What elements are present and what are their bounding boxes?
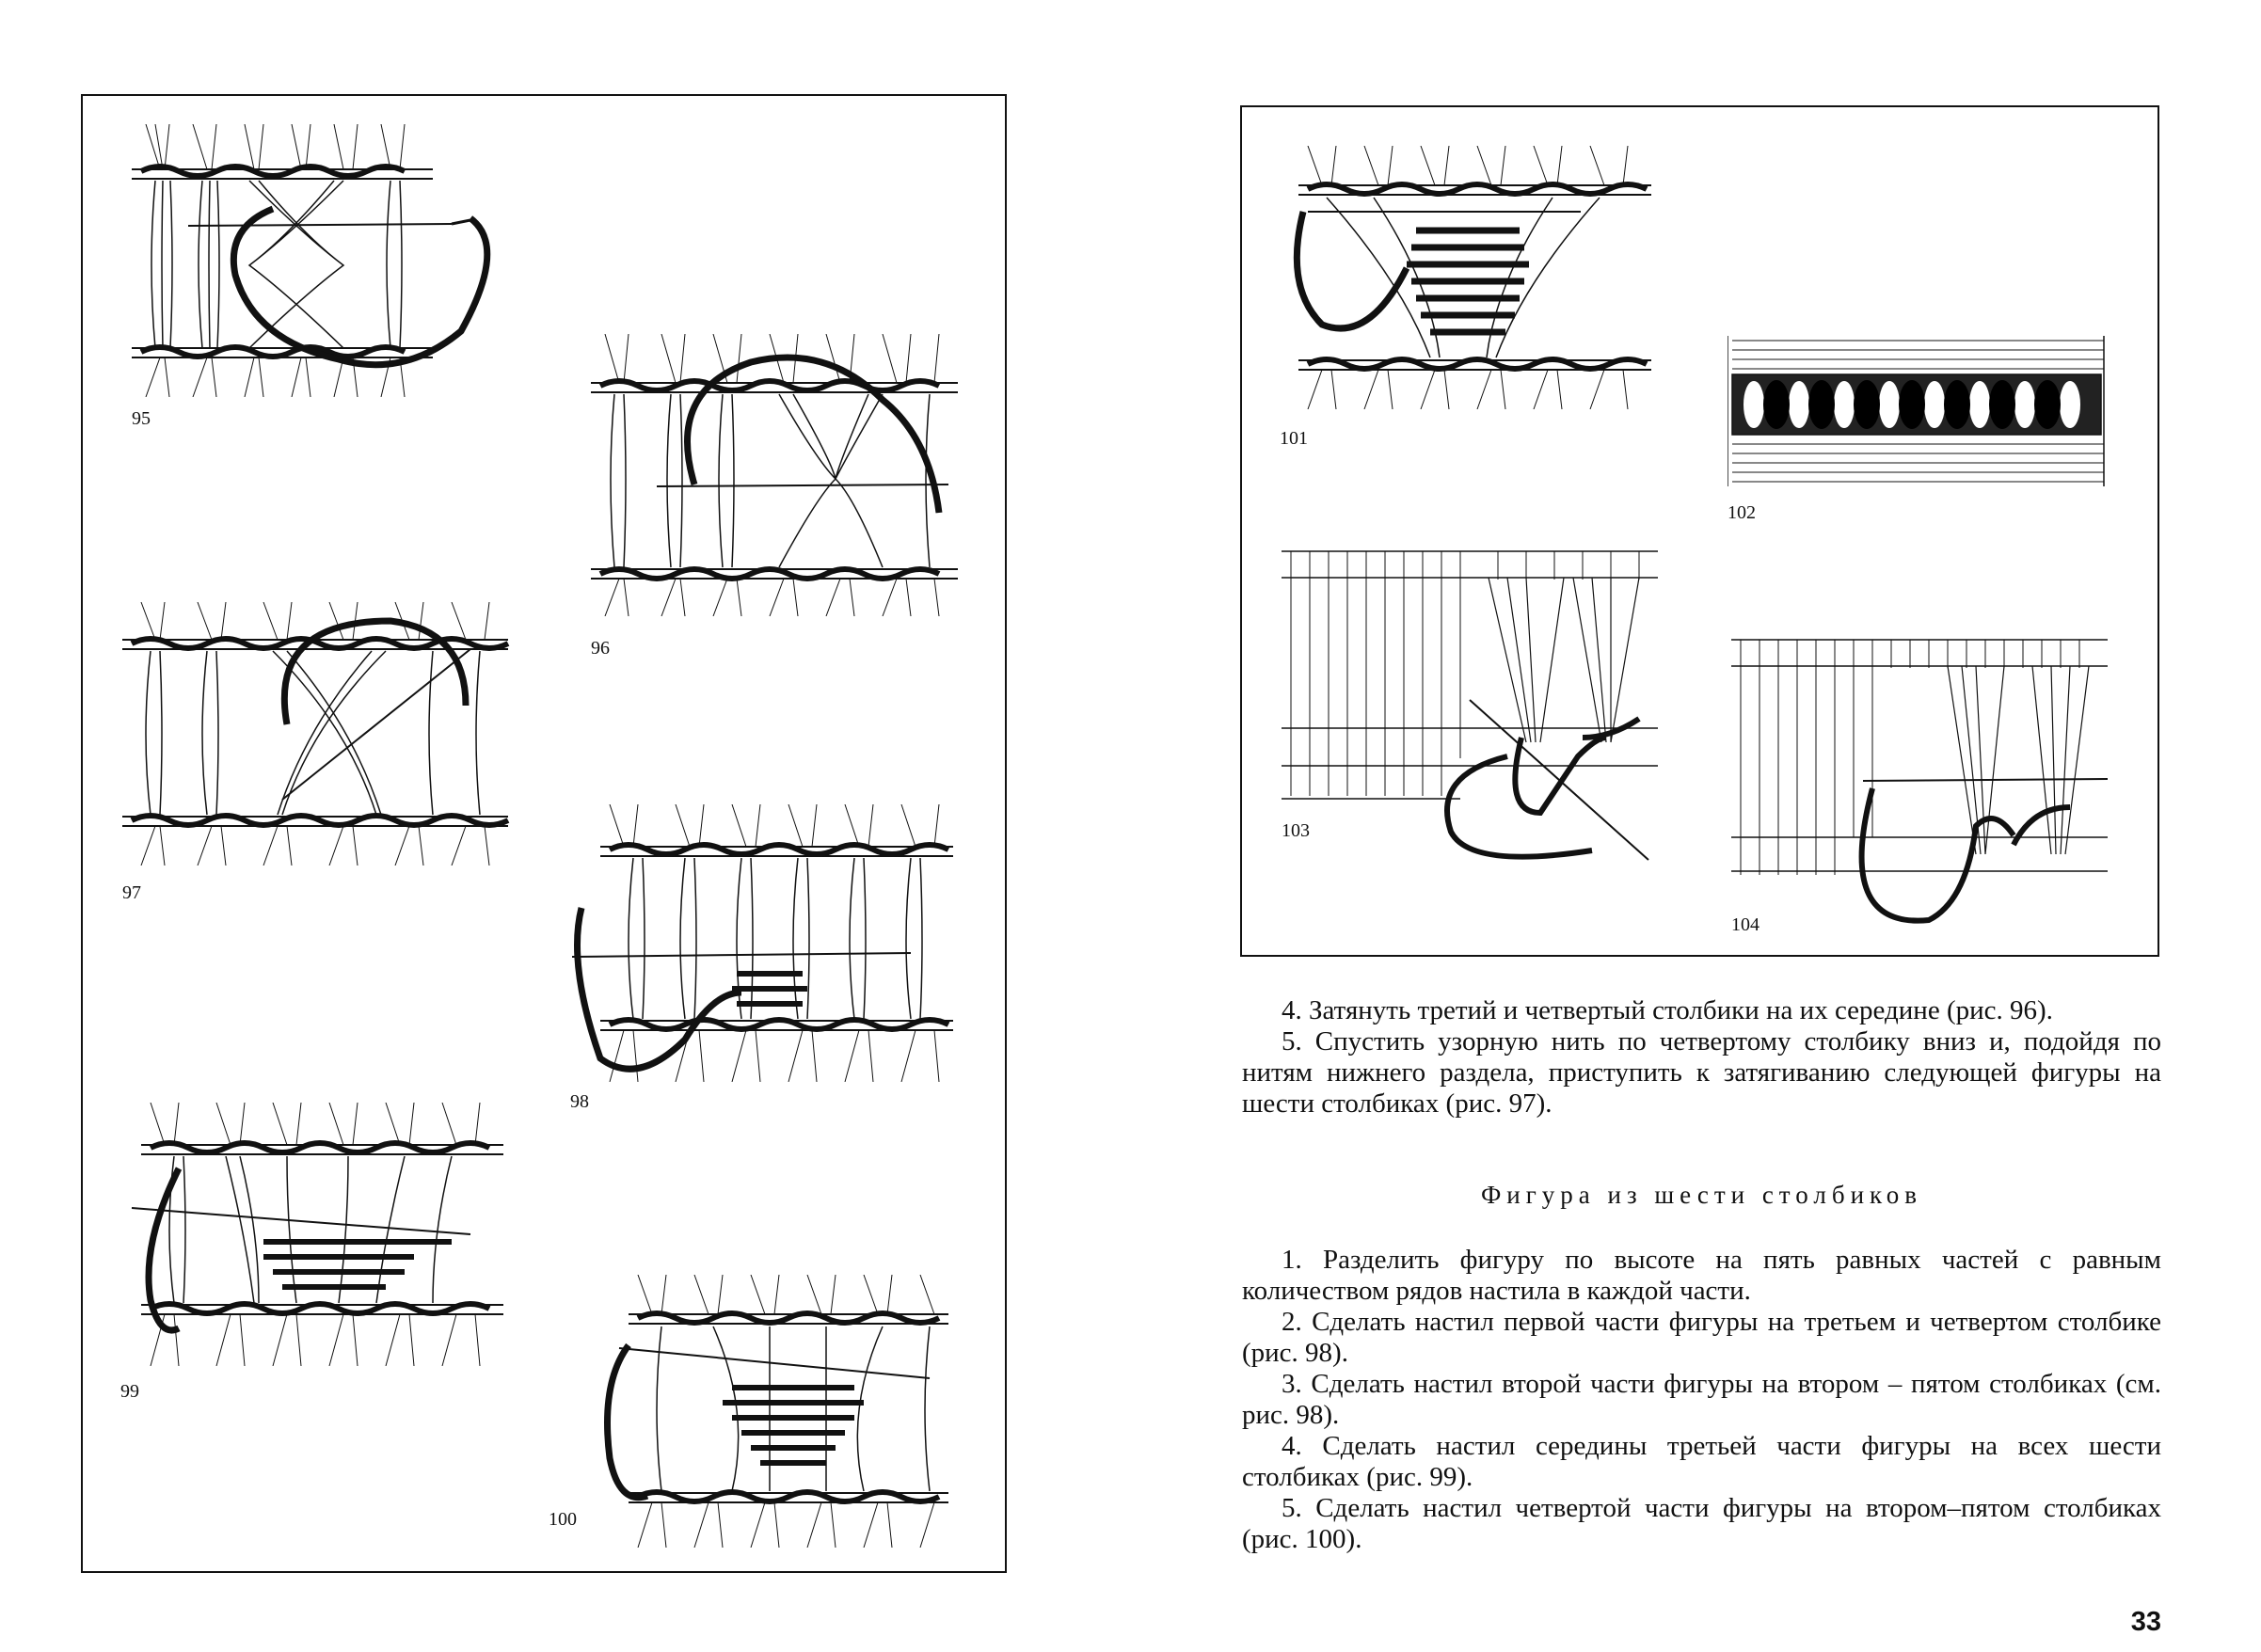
figure-98-label: 98	[570, 1091, 589, 1112]
figure-96-drawing	[591, 334, 967, 616]
figure-96	[591, 334, 967, 616]
paragraph: 5. Сделать настил четвертой части фигуры на втором–пятом столбиках (рис. 100).	[1242, 1493, 2161, 1554]
figure-100-label: 100	[549, 1509, 577, 1530]
figure-99-label: 99	[120, 1381, 139, 1402]
figure-101	[1270, 146, 1656, 409]
paragraph: 4. Затянуть третий и четвертый столбики на их середине (рис. 96).	[1282, 995, 2053, 1025]
figure-99-drawing	[122, 1103, 508, 1366]
figure-96-label: 96	[591, 638, 610, 659]
page-number: 33	[2130, 1607, 2161, 1637]
figure-101-drawing	[1270, 146, 1656, 409]
body-text	[1242, 995, 2161, 1555]
figure-98-drawing	[572, 804, 958, 1082]
figure-103-label: 103	[1282, 820, 1310, 841]
figure-104-label: 104	[1731, 914, 1759, 935]
figure-100	[591, 1275, 953, 1548]
paragraph: 4. Сделать настил середины третьей части фигуры на всех шести столбиках (рис. 99).	[1242, 1431, 2161, 1492]
section-title: Фигура из шести столбиков	[1480, 1181, 1923, 1209]
figure-102-label: 102	[1728, 502, 1756, 523]
figure-97-drawing	[122, 602, 513, 866]
paragraph: 1. Разделить фигуру по высоте на пять равных частей с равным количеством рядов настила в каждой части.	[1242, 1245, 2161, 1306]
book-gutter	[1101, 0, 1167, 1652]
figure-98	[572, 804, 958, 1082]
figure-95-label: 95	[132, 408, 151, 429]
figure-104	[1731, 638, 2110, 929]
figure-95-drawing	[132, 124, 527, 397]
figure-102-drawing	[1728, 331, 2106, 491]
figure-95	[132, 124, 527, 397]
figure-99	[122, 1103, 508, 1366]
paragraph: 3. Сделать настил второй части фигуры на втором – пятом столбиках (см. рис. 98).	[1242, 1369, 2161, 1430]
figure-104-drawing	[1731, 638, 2110, 929]
figure-100-drawing	[591, 1275, 953, 1548]
figure-102	[1728, 331, 2106, 491]
figure-97	[122, 602, 513, 866]
figure-103-drawing	[1282, 549, 1660, 869]
paragraph: 2. Сделать настил первой части фигуры на третьем и четвертом столбике (рис. 98).	[1242, 1307, 2161, 1368]
figure-101-label: 101	[1280, 428, 1308, 449]
paragraph: 5. Спустить узорную нить по четвертому столбику вниз и, подойдя по нитям нижнего раздела, приступить к затягиванию следующей фигуры на шести столбиках (рис. 97).	[1242, 1026, 2161, 1119]
figure-103	[1282, 549, 1660, 869]
figure-97-label: 97	[122, 882, 141, 903]
